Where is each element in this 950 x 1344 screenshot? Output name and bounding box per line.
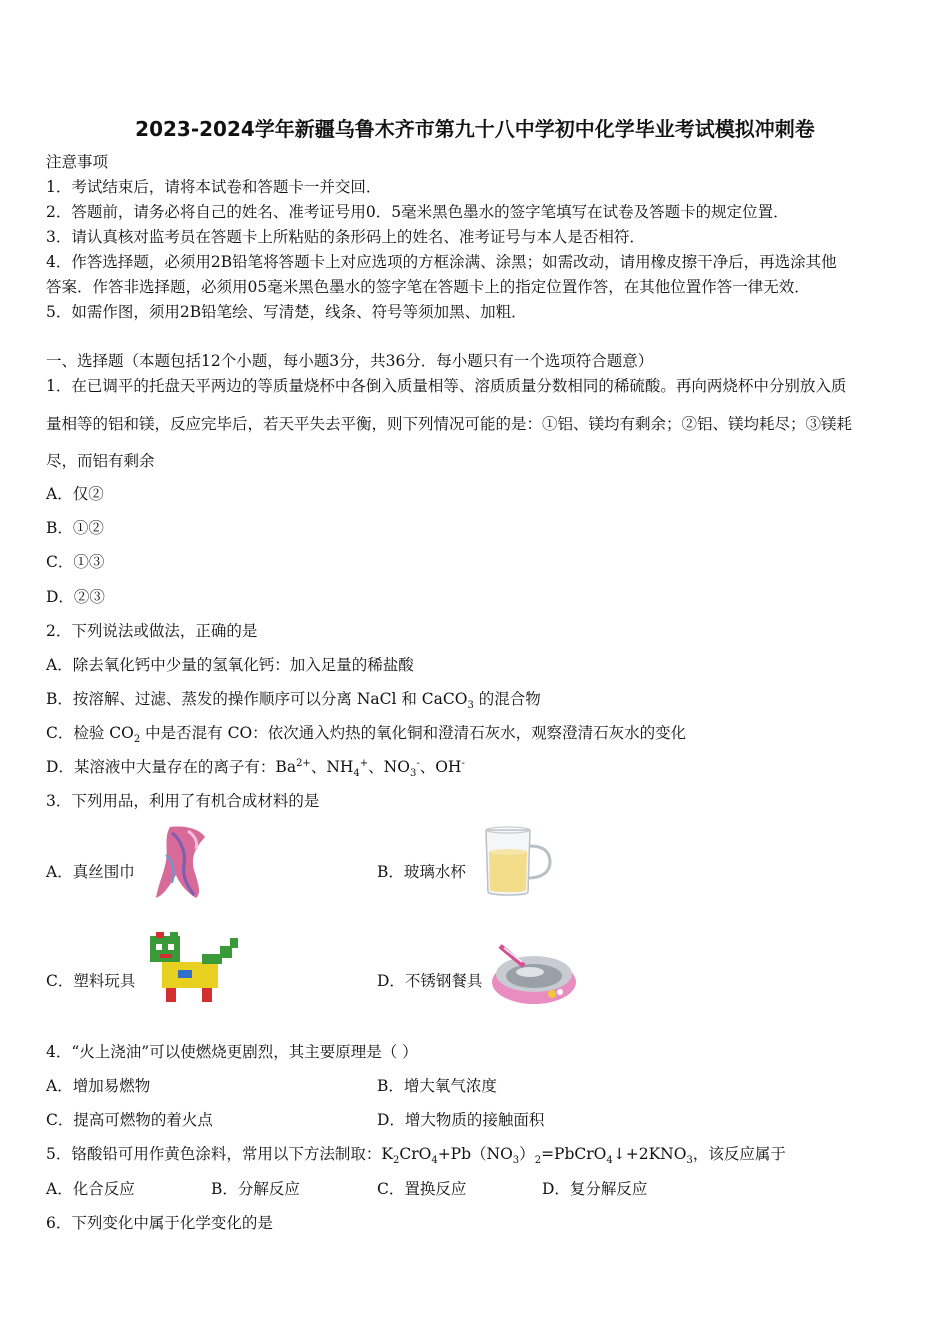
notice-item: 1．考试结束后，请将本试卷和答题卡一并交回． — [46, 178, 382, 196]
q6-stem: 6．下列变化中属于化学变化的是 — [46, 1214, 273, 1232]
q4-option-c: C．提高可燃物的着火点 — [46, 1111, 213, 1129]
q5-option-c: C．置换反应 — [377, 1180, 467, 1198]
q5-option-a: A．化合反应 — [46, 1180, 135, 1198]
q1-option-c: C．①③ — [46, 553, 105, 571]
q2-stem: 2．下列说法或做法，正确的是 — [46, 622, 258, 640]
notice-item: 4．作答选择题，必须用2B铅笔将答题卡上对应选项的方框涂满、涂黑；如需改动，请用橡皮擦干净后，再选涂其他 — [46, 253, 837, 271]
q2-option-d: D．某溶液中大量存在的离子有：$Ba^{2+}$、$NH_4^+$、$NO_3^-$、OH- — [46, 757, 465, 780]
q4-option-b: B．增大氧气浓度 — [377, 1077, 497, 1095]
plastic-toy-image — [142, 930, 242, 1006]
q3-option-c: C．塑料玩具 — [46, 972, 136, 990]
q1-stem-line: 1．在已调平的托盘天平两边的等质量烧杯中各倒入质量相等、溶质质量分数相同的稀硫酸。再向两烧杯中分别放入质 — [46, 377, 847, 395]
glass-cup-image — [480, 824, 555, 900]
q1-stem-line: 量相等的铝和镁，反应完毕后，若天平失去平衡，则下列情况可能的是：①铝、镁均有剩余；②铝、镁均耗尽；③镁耗 — [46, 415, 853, 433]
notice-heading: 注意事项 — [46, 153, 109, 171]
q2-option-a: A．除去氧化钙中少量的氢氧化钙：加入足量的稀盐酸 — [46, 656, 414, 674]
q4-option-d: D．增大物质的接触面积 — [377, 1111, 545, 1129]
q1-option-a: A．仅② — [46, 485, 104, 503]
q3-option-a: A．真丝围巾 — [46, 863, 135, 881]
q2-option-b: B．按溶解、过滤、蒸发的操作顺序可以分离 NaCl 和 CaCO$_3$ 的混合物 — [46, 690, 541, 712]
q1-option-d: D．②③ — [46, 588, 105, 606]
q2-option-c: C．检验 $CO_2$ 中是否混有 CO：依次通入灼热的氧化铜和澄清石灰水，观察澄清石灰水的变化 — [46, 724, 687, 746]
section-heading: 一、选择题（本题包括12个小题，每小题3分，共36分．每小题只有一个选项符合题意） — [46, 352, 654, 370]
silk-scarf-image — [150, 825, 210, 900]
q5-option-d: D．复分解反应 — [542, 1180, 648, 1198]
steel-bowl-image — [490, 944, 580, 1008]
q1-option-b: B．①② — [46, 519, 104, 537]
q3-option-d: D．不锈钢餐具 — [377, 972, 483, 990]
q5-option-b: B．分解反应 — [211, 1180, 300, 1198]
q5-stem: 5．铬酸铅可用作黄色涂料，常用以下方法制取：$K_2CrO_4+Pb(NO_3)_2=PbCrO_4↓+2KNO_3$，该反应属于 — [46, 1145, 786, 1167]
notice-item: 2．答题前，请务必将自己的姓名、准考证号用0．5毫米黑色墨水的签字笔填写在试卷及答题卡的规定位置． — [46, 203, 789, 221]
q1-stem-line: 尽，而铝有剩余 — [46, 452, 155, 470]
q4-stem: 4．“火上浇油”可以使燃烧更剧烈，其主要原理是（ ） — [46, 1043, 418, 1061]
notice-item: 5．如需作图，须用2B铅笔绘、写清楚，线条、符号等须加黑、加粗． — [46, 303, 527, 321]
q3-option-b: B．玻璃水杯 — [377, 863, 466, 881]
q4-option-a: A．增加易燃物 — [46, 1077, 151, 1095]
notice-item: 答案．作答非选择题，必须用05毫米黑色墨水的签字笔在答题卡上的指定位置作答，在其他位置作答一律无效． — [46, 278, 810, 296]
q3-stem: 3．下列用品，利用了有机合成材料的是 — [46, 792, 320, 810]
notice-item: 3．请认真核对监考员在答题卡上所粘贴的条形码上的姓名、准考证号与本人是否相符． — [46, 228, 645, 246]
exam-title: 2023-2024学年新疆乌鲁木齐市第九十八中学初中化学毕业考试模拟冲刺卷 — [135, 117, 815, 141]
